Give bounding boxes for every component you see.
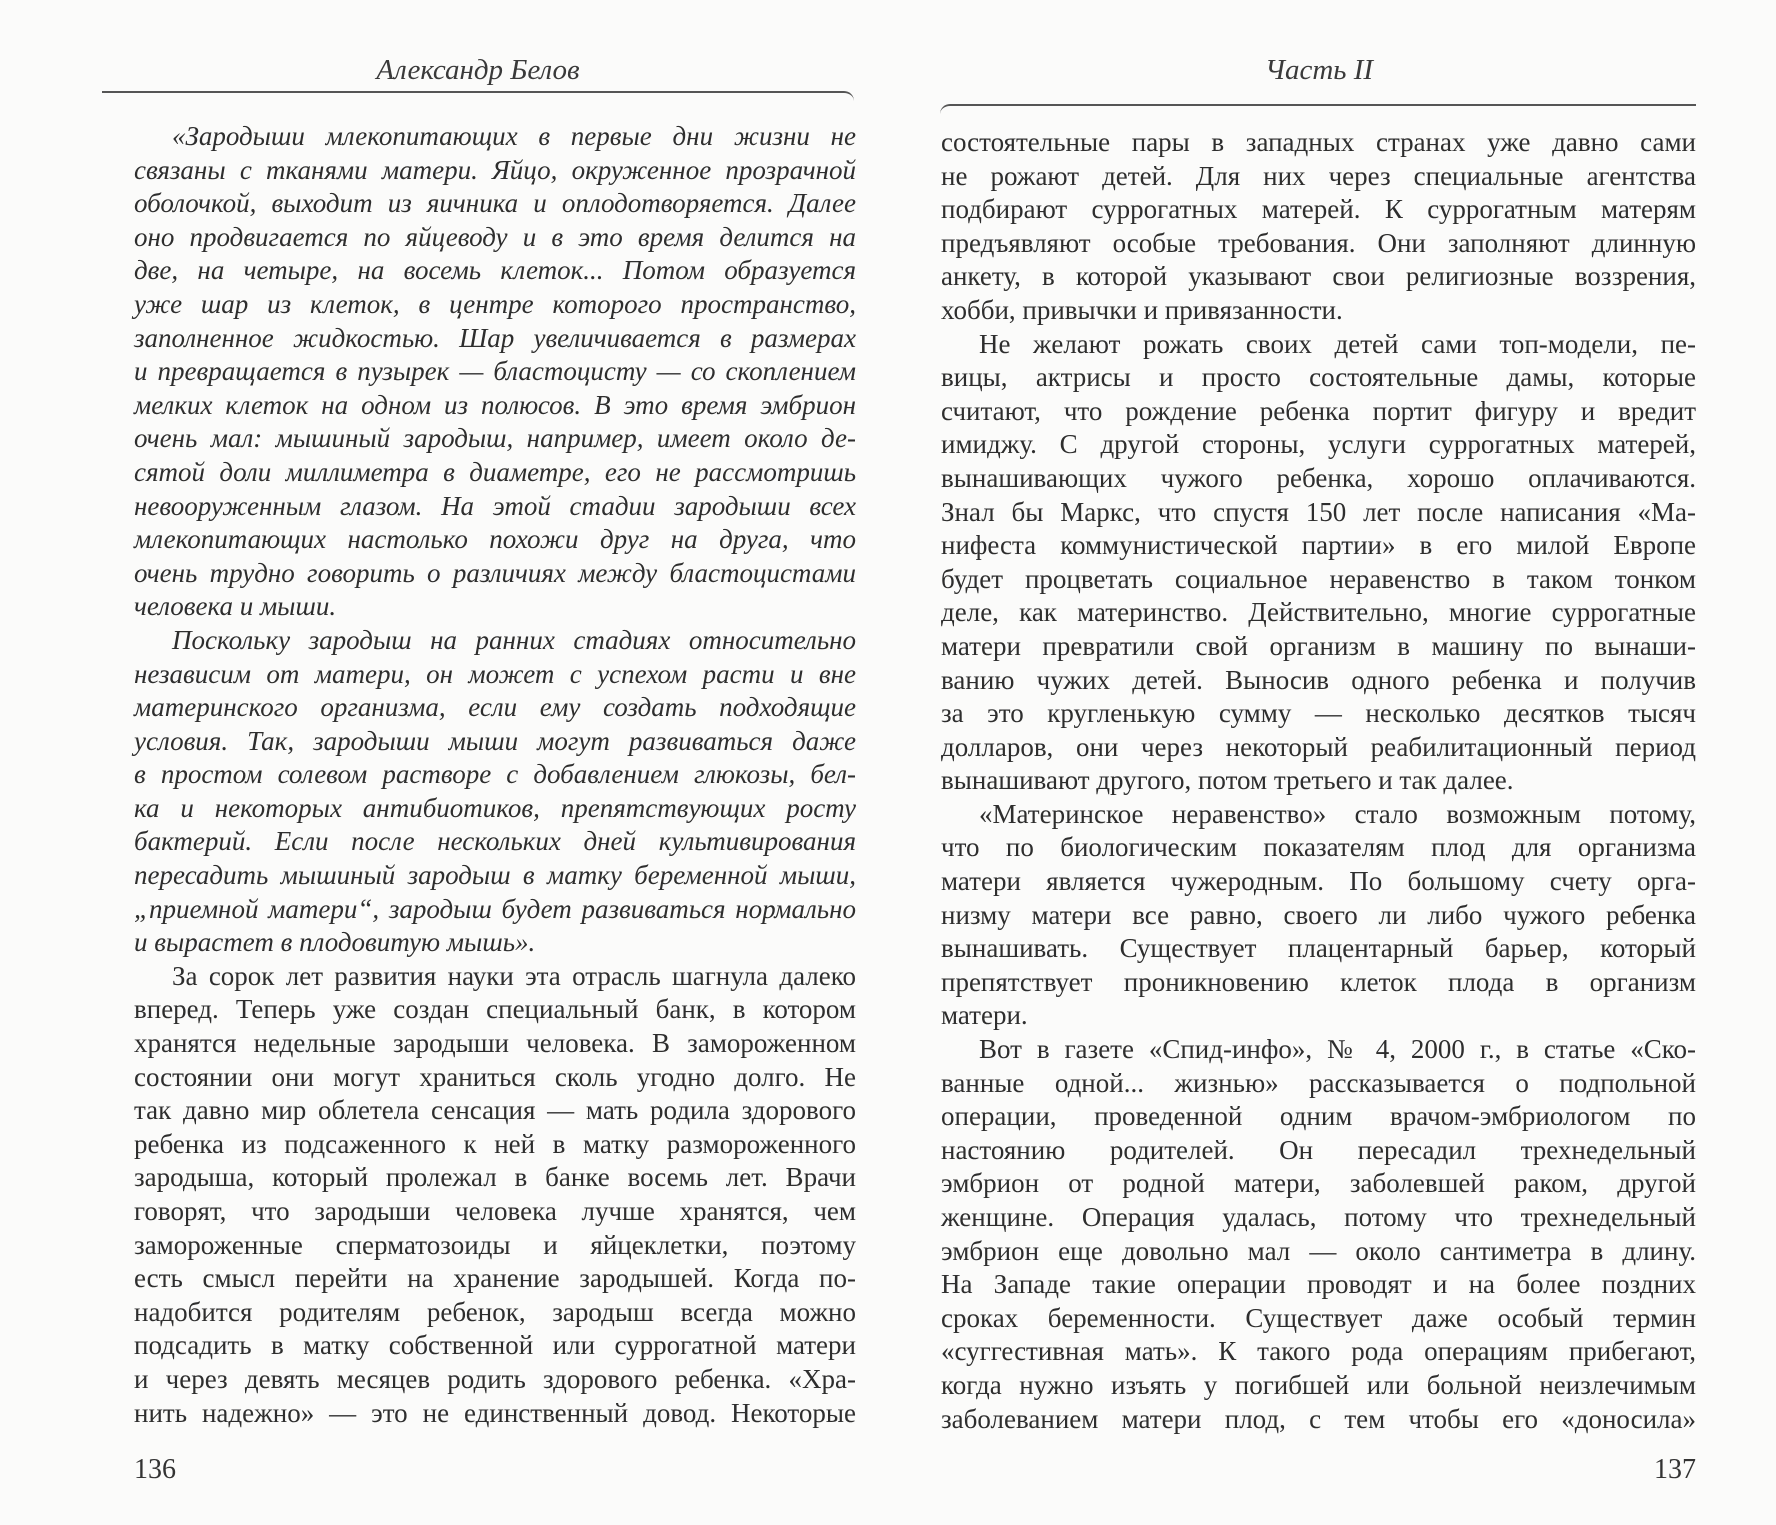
text-line: оно продвигается по яйцеводу и в это время делится на bbox=[134, 221, 856, 252]
text-line: низму матери все равно, своего ли либо чужого ребенка bbox=[941, 899, 1696, 930]
text-line: зародыша, который пролежал в банке восемь лет. Врачи bbox=[134, 1162, 856, 1193]
text-line: ребенка из подсаженного к ней в матку размороженного bbox=[134, 1128, 856, 1159]
text-line: долларов, они через некоторый реабилитационный период bbox=[941, 731, 1696, 762]
left-page-body bbox=[134, 120, 856, 1430]
text-line: заполненное жидкостью. Шар увеличивается в размерах bbox=[134, 322, 856, 353]
text-line: сроках беременности. Существует даже особый термин bbox=[941, 1302, 1696, 1333]
text-line: две, на четыре, на восемь клеток... Потом образуется bbox=[134, 255, 856, 286]
text-line: матери. bbox=[941, 1000, 1028, 1031]
text-line: деле, как материнство. Действительно, многие суррогатные bbox=[941, 597, 1696, 628]
text-line: анкету, в которой указывают свои религиозные воззрения, bbox=[941, 261, 1696, 292]
text-line: млекопитающих настолько похожи друг на друга, что bbox=[134, 524, 856, 555]
text-line: пересадить мышиный зародыш в матку беременной мыши, bbox=[134, 860, 856, 891]
page-number-left: 136 bbox=[134, 1454, 176, 1485]
text-line: так давно мир облетела сенсация — мать родила здорового bbox=[134, 1095, 856, 1126]
text-line: вицы, актрисы и просто состоятельные дамы, которые bbox=[941, 362, 1696, 393]
text-line: когда нужно изъять у погибшей или больной неизлечимым bbox=[941, 1369, 1696, 1400]
running-header-part: Часть II bbox=[1264, 54, 1374, 86]
text-line: хобби, привычки и привязанности. bbox=[941, 294, 1343, 325]
text-line: ка и некоторых антибиотиков, препятствующих росту bbox=[134, 792, 856, 823]
text-line: Поскольку зародыш на ранних стадиях относительно bbox=[172, 624, 856, 655]
text-line: независим от матери, он может с успехом расти и вне bbox=[134, 658, 856, 689]
text-line: женщине. Операция удалась, потому что трехнедельный bbox=[941, 1202, 1696, 1232]
text-line: матери превратили свой организм в машину по вынаши- bbox=[941, 630, 1696, 661]
text-line: вынашивают другого, потом третьего и так далее. bbox=[941, 765, 1514, 796]
text-line: матери является чужеродным. По большому счету орга- bbox=[941, 866, 1696, 897]
text-line: будет процветать социальное неравенство в таком тонком bbox=[941, 563, 1696, 594]
right-page-body bbox=[941, 126, 1696, 1436]
header-rule-right bbox=[950, 104, 1696, 106]
text-line: хранятся недельные зародыши человека. В замороженном bbox=[134, 1028, 856, 1059]
text-line: замороженные сперматозоиды и яйцеклетки, поэтому bbox=[134, 1229, 856, 1260]
text-line: в простом солевом растворе с добавлением глюкозы, бел- bbox=[134, 759, 856, 790]
text-line: «Зародыши млекопитающих в первые дни жизни не bbox=[172, 121, 856, 151]
text-line: „приемной матери“, зародыш будет развиваться нормально bbox=[134, 893, 856, 924]
text-line: материнского организма, если ему создать подходящие bbox=[134, 692, 856, 723]
text-line: На Западе такие операции проводят и на более поздних bbox=[941, 1269, 1696, 1300]
text-line: Не желают рожать своих детей сами топ-модели, пе- bbox=[979, 328, 1696, 359]
text-line: имиджу. С другой стороны, услуги суррогатных матерей, bbox=[941, 429, 1696, 460]
running-header-author: Александр Белов bbox=[376, 54, 580, 86]
header-rule-left bbox=[102, 91, 842, 93]
text-line: состоятельные пары в западных странах уже давно сами bbox=[941, 127, 1696, 157]
text-line: очень мал: мышиный зародыш, например, имеет около де- bbox=[134, 423, 856, 454]
text-line: человека и мыши. bbox=[134, 591, 337, 622]
text-line: уже шар из клеток, в центре которого пространство, bbox=[134, 288, 856, 319]
text-line: мелких клеток на одном из полюсов. В это время эмбрион bbox=[134, 389, 856, 420]
text-line: «суггестивная мать». К такого рода операциям прибегают, bbox=[941, 1336, 1696, 1367]
text-line: состоянии они могут храниться сколь угодно долго. Не bbox=[134, 1061, 856, 1092]
text-line: не рожают детей. Для них через специальные агентства bbox=[941, 160, 1696, 191]
text-line: эмбрион еще довольно мал — около сантиметра в длину. bbox=[941, 1235, 1696, 1266]
text-line: За сорок лет развития науки эта отрасль шагнула далеко bbox=[172, 960, 856, 991]
text-line: оболочкой, выходит из яичника и оплодотворяется. Далее bbox=[134, 188, 856, 219]
text-line: Знал бы Маркс, что спустя 150 лет после написания «Ма- bbox=[941, 496, 1696, 527]
text-line: эмбрион от родной матери, заболевшей раком, другой bbox=[941, 1168, 1696, 1199]
text-line: вперед. Теперь уже создан специальный банк, в котором bbox=[134, 994, 856, 1025]
text-line: заболеванием матери плод, с тем чтобы его «доносила» bbox=[941, 1403, 1696, 1434]
text-line: ванию чужих детей. Выносив одного ребенка и получив bbox=[941, 664, 1696, 695]
text-line: есть смысл перейти на хранение зародышей. Когда по- bbox=[134, 1263, 856, 1294]
text-line: и вырастет в плодовитую мышь». bbox=[134, 927, 536, 958]
text-line: вынашивающих чужого ребенка, хорошо оплачиваются. bbox=[941, 462, 1696, 493]
text-line: вынашивать. Существует плацентарный барьер, который bbox=[941, 933, 1696, 964]
text-line: «Материнское неравенство» стало возможным потому, bbox=[979, 798, 1696, 829]
text-line: условия. Так, зародыши мыши могут развиваться даже bbox=[134, 725, 856, 756]
text-line: операции, проведенной одним врачом-эмбриологом по bbox=[941, 1101, 1696, 1132]
text-line: нить надежно» — это не единственный довод. Некоторые bbox=[134, 1397, 856, 1428]
text-line: считают, что рождение ребенка портит фигуру и вредит bbox=[941, 395, 1696, 426]
text-line: сятой доли миллиметра в диаметре, его не рассмотришь bbox=[134, 456, 856, 487]
text-line: невооруженным глазом. На этой стадии зародыши всех bbox=[134, 490, 856, 521]
text-line: бактерий. Если после нескольких дней культивирования bbox=[134, 826, 856, 857]
text-line: что по биологическим показателям плод для организма bbox=[941, 832, 1696, 863]
text-line: ванные одной... жизнью» рассказывается о подпольной bbox=[941, 1067, 1696, 1098]
text-line: связаны с тканями матери. Яйцо, окруженное прозрачной bbox=[134, 154, 856, 185]
text-line: подбирают суррогатных матерей. К суррогатным матерям bbox=[941, 194, 1696, 225]
text-line: настоянию родителей. Он пересадил трехнедельный bbox=[941, 1134, 1696, 1165]
text-line: нифеста коммунистической партии» в его милой Европе bbox=[941, 530, 1696, 561]
page-number-right: 137 bbox=[1654, 1454, 1696, 1485]
text-line: препятствует проникновению клеток плода в организм bbox=[941, 966, 1696, 997]
text-line: надобится родителям ребенок, зародыш всегда можно bbox=[134, 1296, 856, 1327]
text-line: подсадить в матку собственной или суррогатной матери bbox=[134, 1330, 856, 1361]
text-line: Вот в газете «Спид-инфо», № 4, 2000 г., в статье «Ско- bbox=[979, 1034, 1696, 1065]
text-line: говорят, что зародыши человека лучше хранятся, чем bbox=[134, 1196, 856, 1226]
text-line: предъявляют особые требования. Они заполняют длинную bbox=[941, 227, 1696, 258]
text-line: очень трудно говорить о различиях между бластоцистами bbox=[134, 557, 856, 588]
text-line: и превращается в пузырек — бластоцисту — со скоплением bbox=[134, 356, 856, 387]
text-line: за это кругленькую сумму — несколько десятков тысяч bbox=[941, 698, 1696, 729]
text-line: и через девять месяцев родить здорового ребенка. «Хра- bbox=[134, 1363, 856, 1394]
